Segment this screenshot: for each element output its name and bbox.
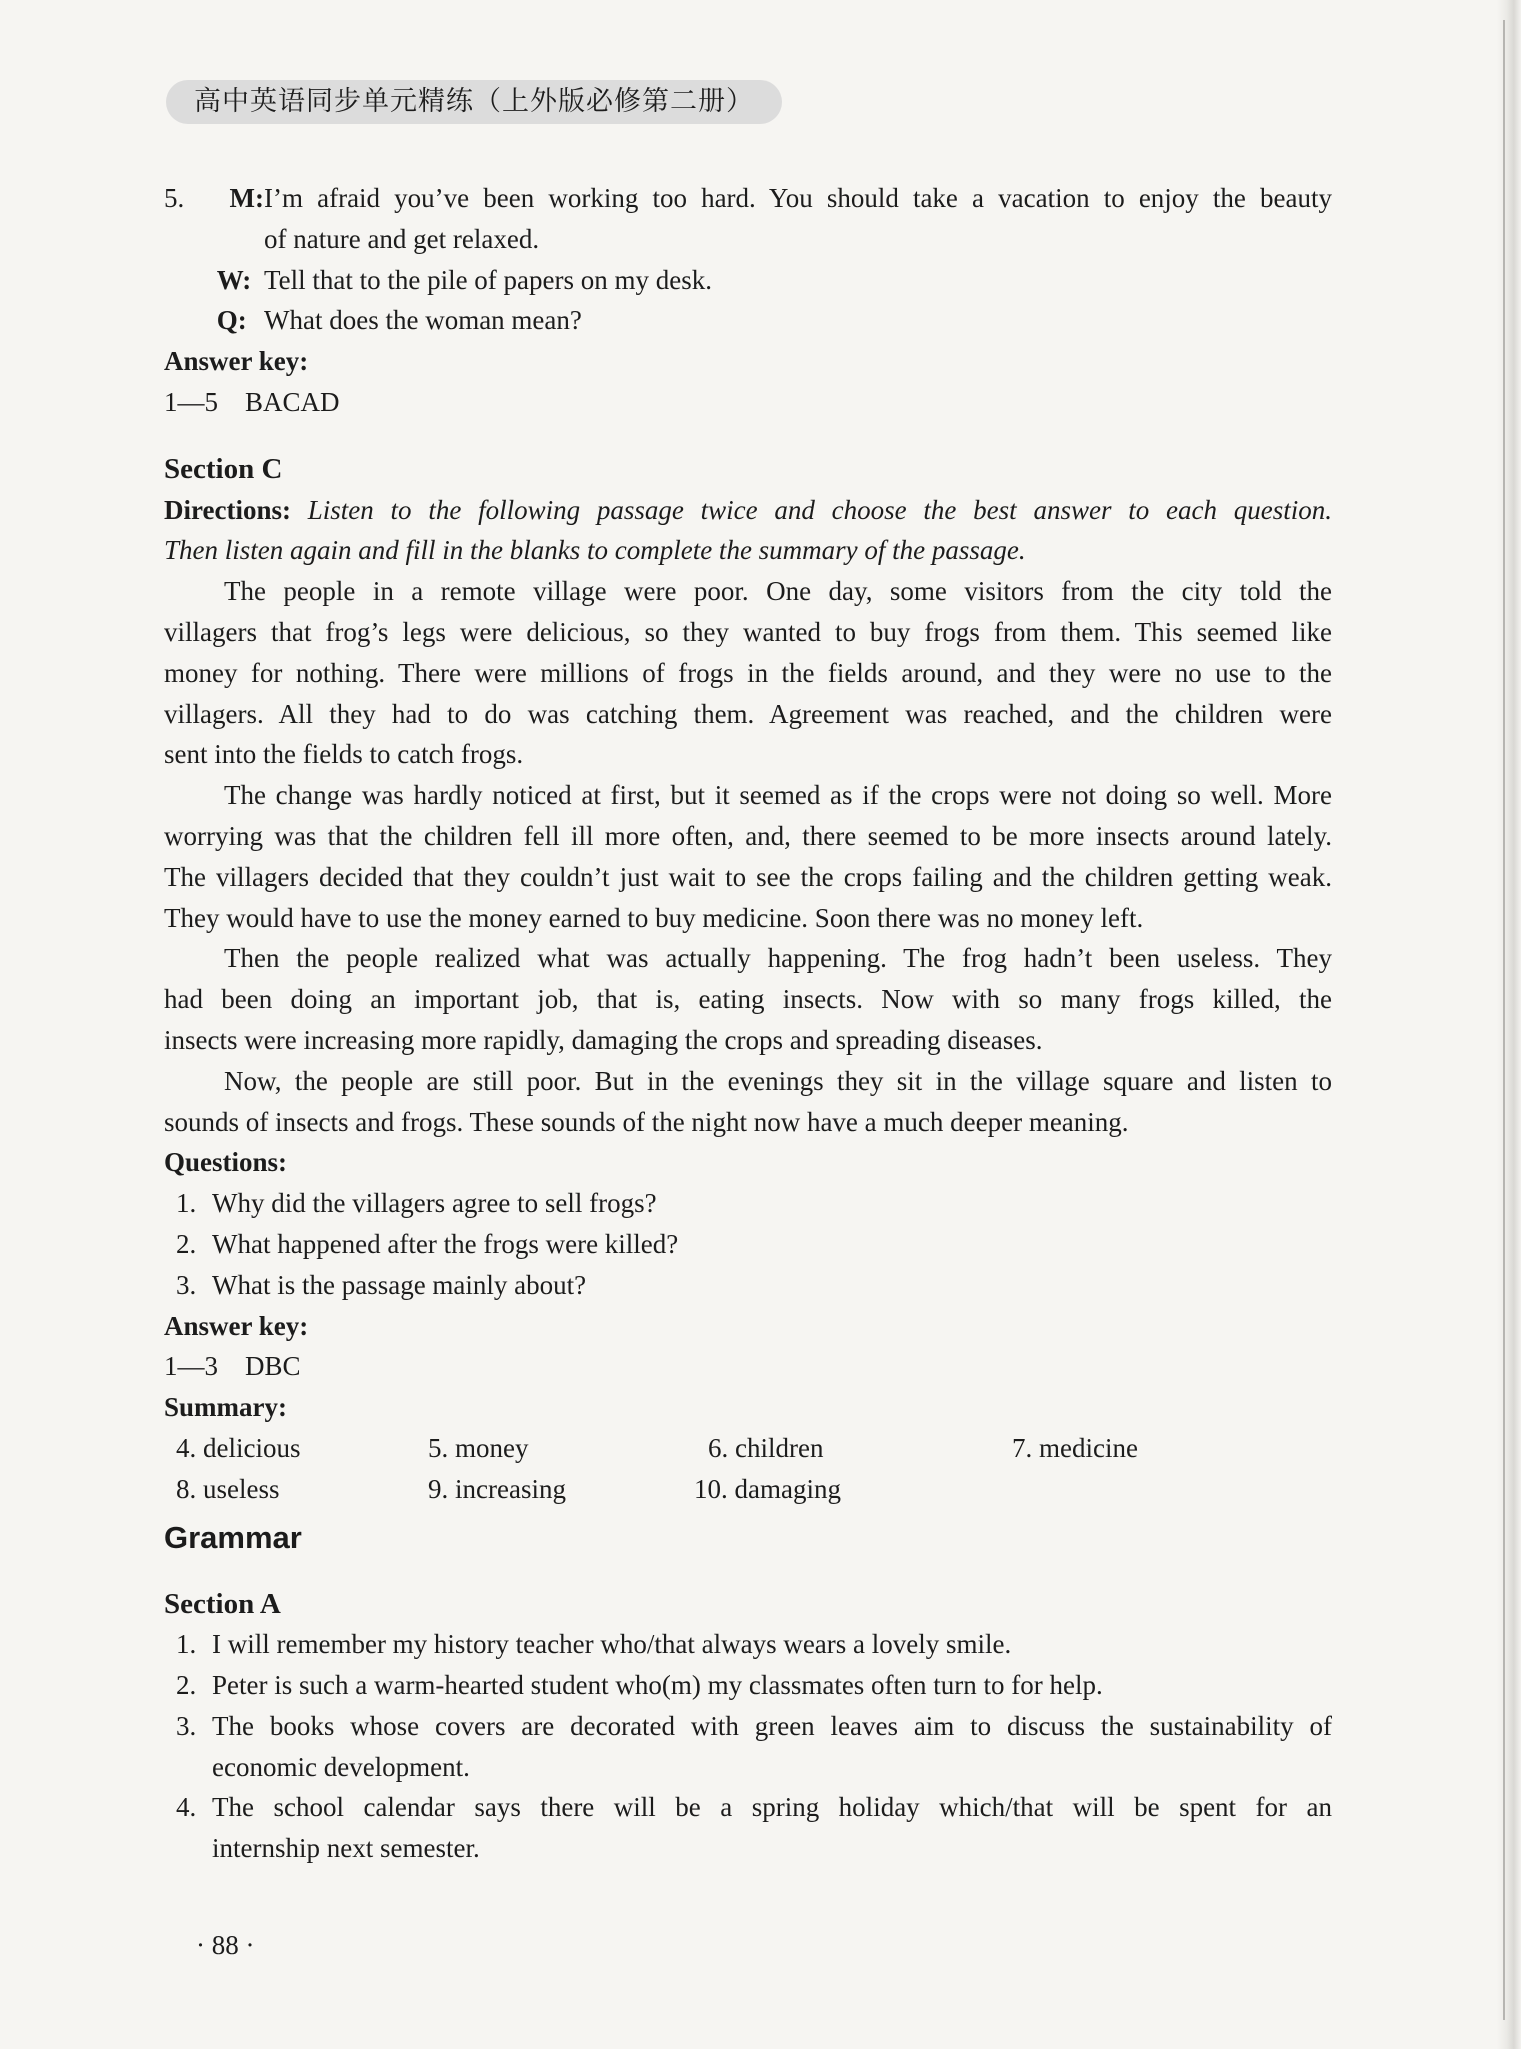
- questions-label: Questions:: [164, 1147, 288, 1178]
- passage-para3-line3: insects were increasing more rapidly, damaging the crops and spreading diseases.: [164, 1024, 1043, 1055]
- summary-item: 4. delicious: [176, 1432, 301, 1463]
- summary-item: 9. increasing: [428, 1473, 566, 1504]
- page-content: [164, 178, 1332, 1869]
- passage-para3-line2: had been doing an important job, that is, eating insects. Now with so many frogs killed, the: [164, 984, 1332, 1015]
- question-item: 1. Why did the villagers agree to sell frogs?: [176, 1188, 657, 1219]
- passage-para3-line1: Then the people realized what was actually happening. The frog hadn’t been useless. They: [224, 943, 1332, 974]
- summary-row: [164, 1428, 1332, 1469]
- grammar-section-a-title: Section A: [164, 1587, 281, 1620]
- grammar-item-2: 2. Peter is such a warm-hearted student who(m) my classmates often turn to for help.: [176, 1670, 1103, 1701]
- answer-key-c-value: 1—3 DBC: [164, 1351, 301, 1382]
- running-header: 高中英语同步单元精练（上外版必修第二册）: [166, 80, 782, 124]
- passage-para1-line3: money for nothing. There were millions of frogs in the fields around, and they were no use to the: [164, 657, 1332, 688]
- passage-para1-line5: sent into the fields to catch frogs.: [164, 739, 524, 770]
- passage-para1-line2: villagers that frog’s legs were delicious, so they wanted to buy frogs from them. This seemed like: [164, 616, 1332, 647]
- passage-para1-line1: The people in a remote village were poor. One day, some visitors from the city told the: [224, 576, 1332, 607]
- summary-item: 8. useless: [176, 1473, 280, 1504]
- grammar-item-3-line1: 3. The books whose covers are decorated with green leaves aim to discuss the sustainability of: [176, 1710, 1332, 1741]
- summary-item: 5. money: [428, 1432, 529, 1463]
- grammar-heading: Grammar: [164, 1519, 302, 1555]
- section-c-title: Section C: [164, 452, 283, 485]
- directions-line2: Then listen again and fill in the blanks to complete the summary of the passage.: [164, 535, 1026, 566]
- dialog-5-man-line1: 5. M:I’m afraid you’ve been working too hard. You should take a vacation to enjoy the beauty: [164, 183, 1332, 213]
- answer-key-c-label: Answer key:: [164, 1310, 309, 1341]
- passage-para2-line4: They would have to use the money earned to buy medicine. Soon there was no money left.: [164, 902, 1144, 933]
- summary-item: 10. damaging: [694, 1473, 841, 1504]
- dialog-5-woman-line: W: Tell that to the pile of papers on my desk.: [216, 264, 713, 295]
- answer-key-label: Answer key:: [164, 346, 309, 377]
- passage-para2-line1: The change was hardly noticed at first, but it seemed as if the crops were not doing so well. More: [224, 780, 1332, 811]
- grammar-item-4-line2: internship next semester.: [212, 1833, 480, 1864]
- question-item: 3. What is the passage mainly about?: [176, 1269, 587, 1300]
- passage-para4-line1: Now, the people are still poor. But in the evenings they sit in the village square and listen to: [224, 1065, 1332, 1096]
- grammar-item-3-line2: economic development.: [212, 1751, 470, 1782]
- passage-para2-line2: worrying was that the children fell ill more often, and, there seemed to be more insects around lately.: [164, 820, 1332, 851]
- passage-para1-line4: villagers. All they had to do was catching them. Agreement was reached, and the children were: [164, 698, 1332, 729]
- summary-label: Summary:: [164, 1392, 287, 1423]
- grammar-item-4-line1: 4. The school calendar says there will be a spring holiday which/that will be spent for an: [176, 1792, 1332, 1823]
- summary-item: 6. children: [708, 1432, 824, 1463]
- passage-para2-line3: The villagers decided that they couldn’t just wait to see the crops failing and the children getting weak.: [164, 861, 1332, 892]
- page-number: · 88 ·: [196, 1930, 255, 1960]
- directions-line1: Directions: Listen to the following passage twice and choose the best answer to each question.: [164, 494, 1332, 525]
- summary-row: [164, 1469, 1332, 1510]
- page-edge-shadow: [1497, 0, 1521, 2049]
- page-edge-line: [1503, 20, 1505, 2020]
- grammar-item-1: 1. I will remember my history teacher who/that always wears a lovely smile.: [176, 1629, 1012, 1660]
- summary-item: 7. medicine: [1012, 1432, 1138, 1463]
- passage-para4-line2: sounds of insects and frogs. These sounds of the night now have a much deeper meaning.: [164, 1106, 1129, 1137]
- dialog-5-question-line: Q: What does the woman mean?: [216, 305, 582, 336]
- dialog-5-man-line2: of nature and get relaxed.: [264, 223, 540, 254]
- answer-key-value: 1—5 BACAD: [164, 386, 340, 417]
- question-item: 2. What happened after the frogs were killed?: [176, 1228, 679, 1259]
